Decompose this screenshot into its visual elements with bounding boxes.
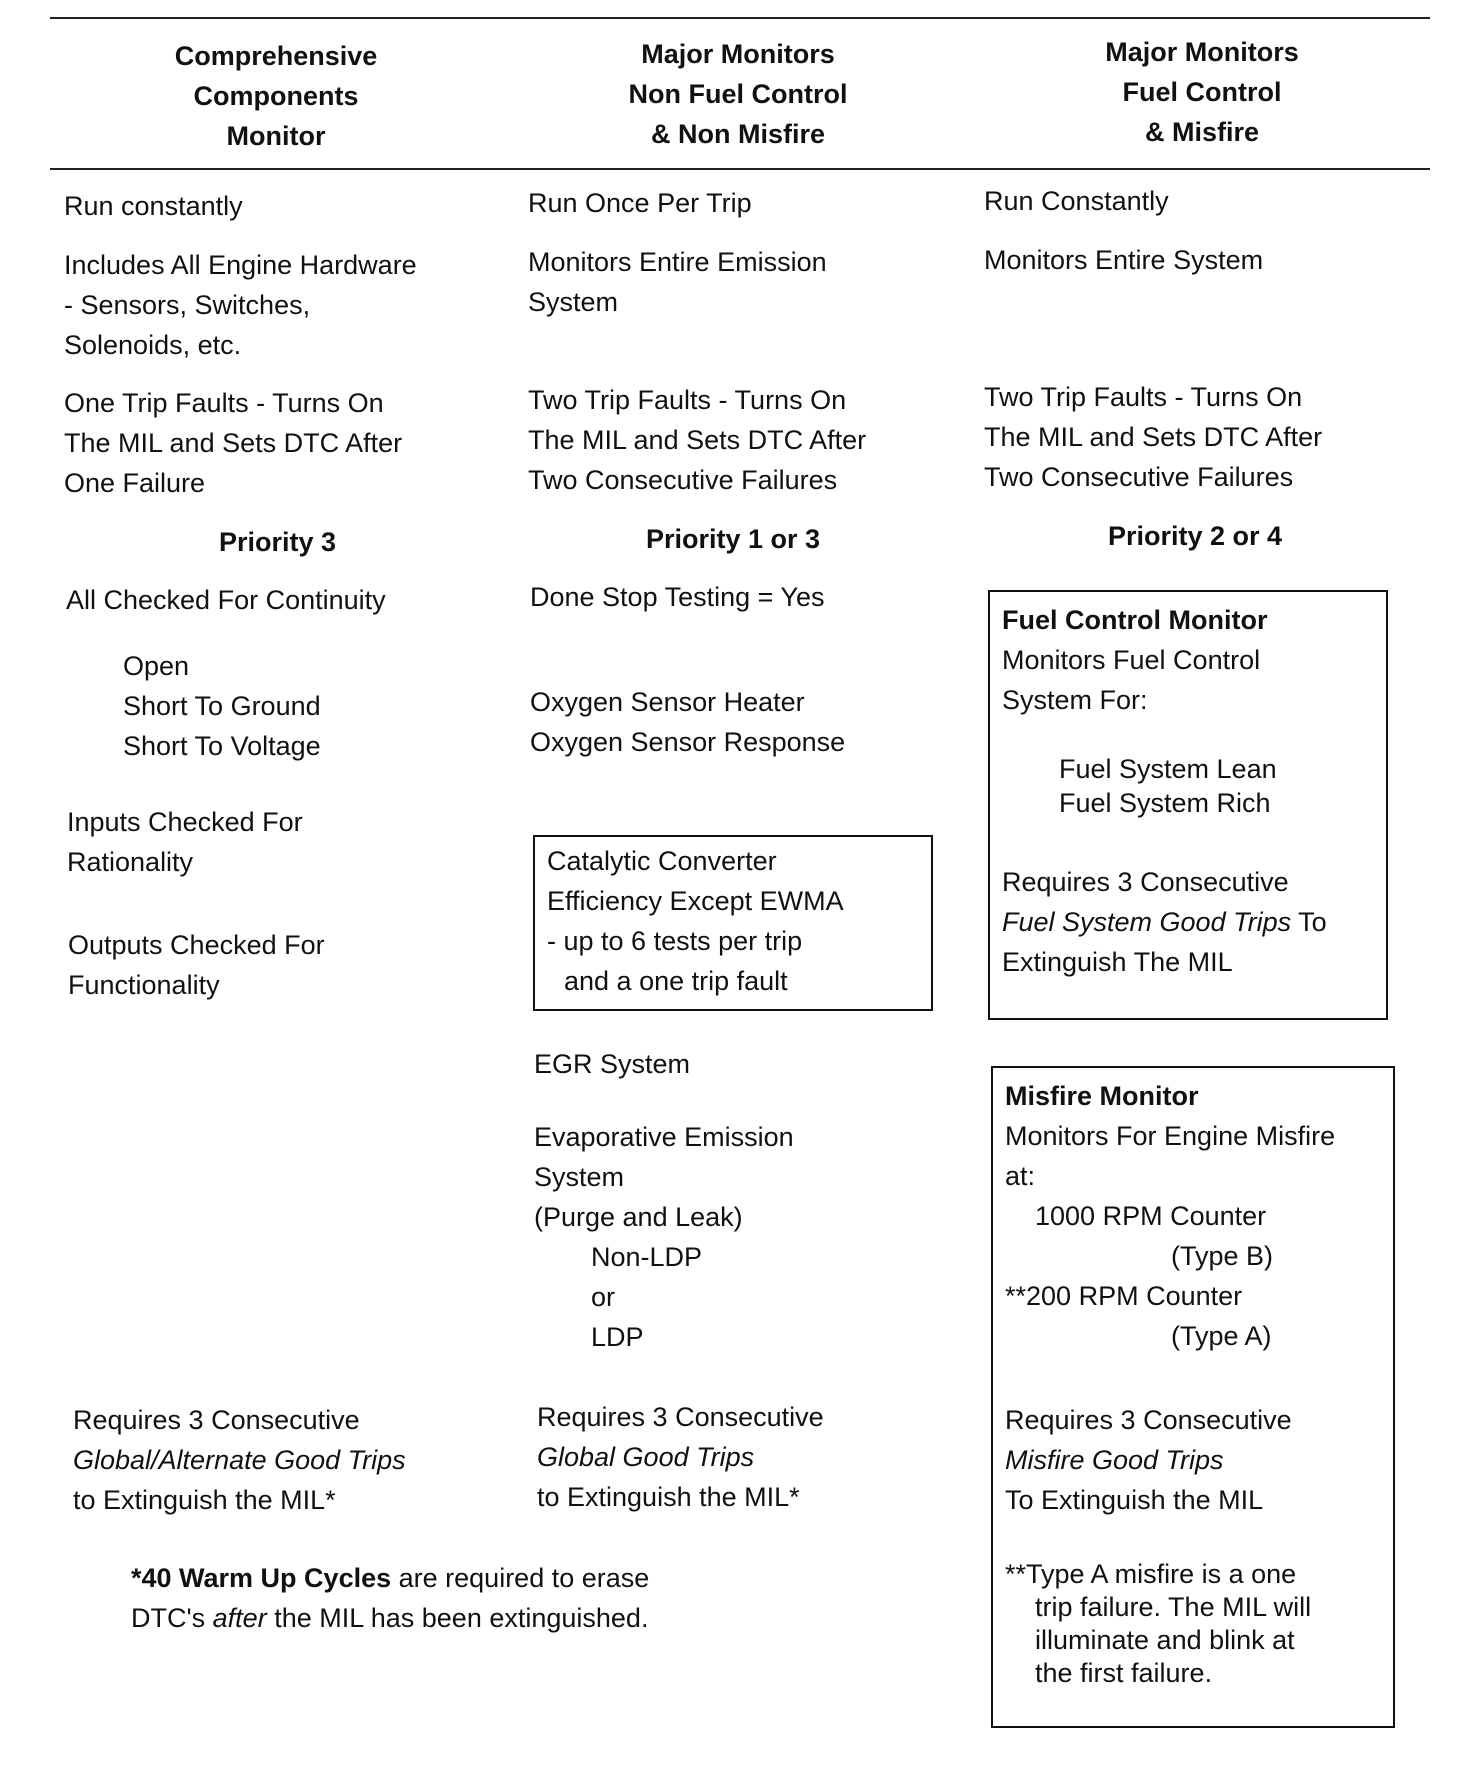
- footnote-part: the MIL has been extinguished.: [266, 1603, 649, 1633]
- col3-faults-line: The MIL and Sets DTC After: [984, 422, 1323, 452]
- col2-monitors-line: System: [528, 287, 619, 317]
- catalytic-text: [547, 841, 844, 1001]
- header-col3-line: & Misfire: [1144, 117, 1260, 147]
- footnote: [131, 1558, 649, 1638]
- footnote-italic: after: [212, 1603, 267, 1633]
- col1-faults-line: One Failure: [64, 468, 206, 498]
- fuel-control-requires: [1002, 862, 1327, 982]
- misfire-req-line: Misfire Good Trips: [1005, 1445, 1224, 1475]
- fuel-control-req-line: Requires 3 Consecutive: [1002, 867, 1289, 897]
- col2-evap-line: System: [534, 1162, 625, 1192]
- col2-evap-sub: Non-LDP: [591, 1242, 703, 1272]
- col3-monitors: Monitors Entire System: [984, 245, 1264, 275]
- footnote-line: [131, 1598, 649, 1638]
- col3-run: Run Constantly: [984, 186, 1169, 216]
- fuel-control-desc: System For:: [1002, 685, 1148, 715]
- col2-requires: [537, 1397, 824, 1517]
- fuel-control-box: [988, 590, 1388, 1020]
- col1-run: Run constantly: [64, 191, 243, 221]
- header-col2: [518, 34, 958, 154]
- misfire-note-line: **Type A misfire is a one: [1005, 1559, 1297, 1589]
- header-col2-line: Major Monitors: [641, 39, 835, 69]
- col1-priority: Priority 3: [219, 527, 337, 557]
- catalytic-line: Catalytic Converter: [547, 846, 777, 876]
- misfire-title: Misfire Monitor: [1005, 1081, 1199, 1111]
- header-col1-line: Comprehensive: [174, 41, 378, 71]
- misfire-desc: Monitors For Engine Misfire: [1005, 1121, 1336, 1151]
- col2-faults-line: Two Trip Faults - Turns On: [528, 385, 847, 415]
- catalytic-box: [533, 835, 933, 1011]
- misfire-counter-200-type: (Type A): [1171, 1321, 1272, 1351]
- col1-includes: [64, 245, 417, 365]
- col2-evap-line: Evaporative Emission: [534, 1122, 794, 1152]
- col1-inputs-line: Rationality: [67, 847, 194, 877]
- misfire-req-line: Requires 3 Consecutive: [1005, 1405, 1292, 1435]
- col2-requires-line: to Extinguish the MIL*: [537, 1482, 800, 1512]
- misfire-text: [1005, 1076, 1335, 1356]
- col2-evap-sub: LDP: [591, 1322, 644, 1352]
- col2-monitors: [528, 242, 827, 322]
- col2-run: Run Once Per Trip: [528, 188, 752, 218]
- misfire-desc: at:: [1005, 1161, 1036, 1191]
- misfire-note-line: the first failure.: [1035, 1658, 1213, 1688]
- top-rule: [50, 17, 1430, 19]
- col3-priority: Priority 2 or 4: [1108, 521, 1283, 551]
- header-col1: [56, 36, 496, 156]
- col2-requires-line: Requires 3 Consecutive: [537, 1402, 824, 1432]
- misfire-note-line: trip failure. The MIL will: [1035, 1592, 1312, 1622]
- col1-inputs: [67, 802, 303, 882]
- col1-faults-line: One Trip Faults - Turns On: [64, 388, 384, 418]
- misfire-requires: [1005, 1400, 1292, 1520]
- col2-egr: EGR System: [534, 1049, 691, 1079]
- header-col3: [982, 32, 1422, 152]
- col2-faults-line: The MIL and Sets DTC After: [528, 425, 867, 455]
- col2-evap-line: (Purge and Leak): [534, 1202, 743, 1232]
- misfire-counter-1000: 1000 RPM Counter: [1035, 1201, 1267, 1231]
- col1-faults: [64, 383, 402, 503]
- misfire-req-line: To Extinguish the MIL: [1005, 1485, 1264, 1515]
- fuel-control-desc: Monitors Fuel Control: [1002, 645, 1261, 675]
- col1-checked: All Checked For Continuity: [66, 585, 386, 615]
- col2-faults: [528, 380, 866, 500]
- misfire-counter-1000-type: (Type B): [1171, 1241, 1274, 1271]
- col2-oxygen: [530, 682, 845, 762]
- col1-requires-line: Global/Alternate Good Trips: [73, 1445, 406, 1475]
- misfire-note: [1005, 1558, 1311, 1690]
- col3-faults-line: Two Trip Faults - Turns On: [984, 382, 1303, 412]
- footnote-rest: are required to erase: [391, 1563, 650, 1593]
- header-col3-line: Major Monitors: [1105, 37, 1299, 67]
- misfire-counter-200: **200 RPM Counter: [1005, 1281, 1243, 1311]
- col1-faults-line: The MIL and Sets DTC After: [64, 428, 403, 458]
- col1-includes-line: Solenoids, etc.: [64, 330, 242, 360]
- col1-inputs-line: Inputs Checked For: [67, 807, 303, 837]
- col1-outputs-line: Functionality: [68, 970, 220, 1000]
- catalytic-line: Efficiency Except EWMA: [547, 886, 844, 916]
- col2-monitors-line: Monitors Entire Emission: [528, 247, 827, 277]
- fuel-control-items: [1059, 752, 1277, 820]
- misfire-box: [991, 1066, 1395, 1728]
- header-col1-line: Monitor: [226, 121, 326, 151]
- col2-evap-sub: or: [591, 1282, 616, 1312]
- col2-evap: [534, 1117, 794, 1357]
- col1-checks: [123, 646, 321, 766]
- fuel-control-req-rest: To: [1291, 907, 1327, 937]
- col3-faults-line: Two Consecutive Failures: [984, 462, 1294, 492]
- col1-includes-line: - Sensors, Switches,: [64, 290, 311, 320]
- col1-requires-line: Requires 3 Consecutive: [73, 1405, 360, 1435]
- fuel-control-req-line: Extinguish The MIL: [1002, 947, 1233, 977]
- col1-check-item: Short To Ground: [123, 691, 321, 721]
- catalytic-line: - up to 6 tests per trip: [547, 926, 803, 956]
- footnote-line: [131, 1558, 649, 1598]
- col1-includes-line: Includes All Engine Hardware: [64, 250, 417, 280]
- col1-outputs-line: Outputs Checked For: [68, 930, 325, 960]
- footnote-part: DTC's: [131, 1603, 213, 1633]
- fuel-control-item: Fuel System Lean: [1059, 754, 1277, 784]
- col2-done: Done Stop Testing = Yes: [530, 582, 825, 612]
- header-col3-line: Fuel Control: [1122, 77, 1282, 107]
- col2-faults-line: Two Consecutive Failures: [528, 465, 838, 495]
- misfire-note-line: illuminate and blink at: [1035, 1625, 1295, 1655]
- col1-check-item: Short To Voltage: [123, 731, 321, 761]
- col3-faults: [984, 377, 1322, 497]
- header-col2-line: Non Fuel Control: [628, 79, 848, 109]
- header-col1-line: Components: [193, 81, 359, 111]
- col2-requires-line: Global Good Trips: [537, 1442, 755, 1472]
- fuel-control-req-italic: Fuel System Good Trips: [1002, 907, 1292, 937]
- fuel-control-item: Fuel System Rich: [1059, 788, 1271, 818]
- catalytic-line: and a one trip fault: [564, 966, 788, 996]
- col1-outputs: [68, 925, 325, 1005]
- col1-requires-line: to Extinguish the MIL*: [73, 1485, 336, 1515]
- col1-check-item: Open: [123, 651, 190, 681]
- fuel-control-req-line: [1002, 902, 1327, 942]
- col2-oxygen-line: Oxygen Sensor Heater: [530, 687, 805, 717]
- fuel-control-title: Fuel Control Monitor: [1002, 605, 1268, 635]
- header-rule: [50, 168, 1430, 170]
- footnote-bold: *40 Warm Up Cycles: [131, 1563, 392, 1593]
- fuel-control-text: [1002, 600, 1267, 720]
- header-col2-line: & Non Misfire: [650, 119, 825, 149]
- col1-requires: [73, 1400, 406, 1520]
- col2-oxygen-line: Oxygen Sensor Response: [530, 727, 846, 757]
- col2-priority: Priority 1 or 3: [646, 524, 821, 554]
